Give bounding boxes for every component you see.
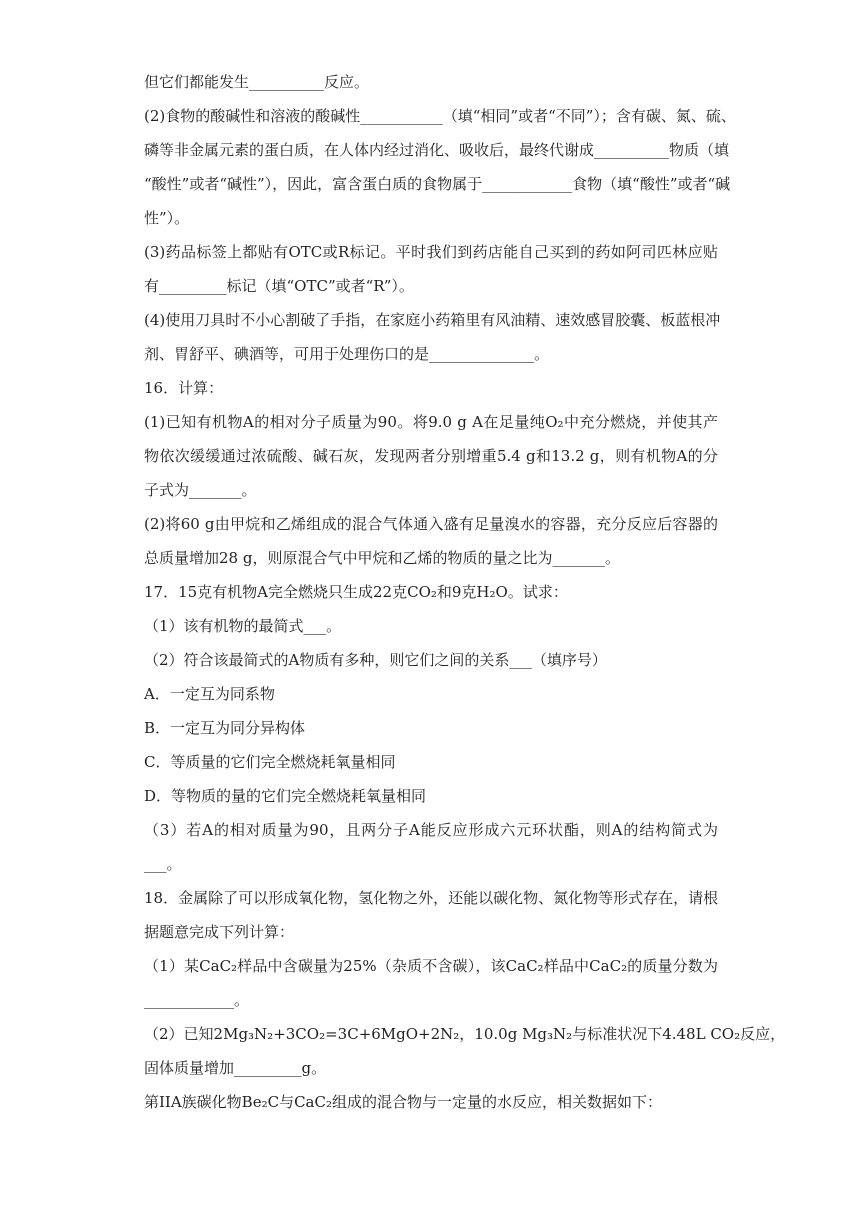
text-line: 有_________标记（填“OTC”或者“R”）。 [144, 277, 414, 295]
question-number: 16．计算： [144, 379, 224, 397]
text-line: 固体质量增加_________g。 [144, 1059, 327, 1077]
text-line: （2）符合该最简式的A物质有多种，则它们之间的关系___（填序号） [144, 651, 607, 669]
text-line: （2）已知2Mg₃N₂+3CO₂=3C+6MgO+2N₂，10.0g Mg₃N₂与标准状况下4.48L CO₂反应， [144, 1025, 786, 1043]
text-line: 磷等非金属元素的蛋白质，在人体内经过消化、吸收后，最终代谢成__________物质（填 [144, 141, 730, 159]
text-line: 剂、胃舒平、碘酒等，可用于处理伤口的是______________。 [144, 345, 550, 363]
text-line: “酸性”或者“碱性”），因此，富含蛋白质的食物属于____________食物（填“酸性”或者“碱 [144, 175, 731, 193]
text-line: （1）某CaC₂样品中含碳量为25%（杂质不含碳），该CaC₂样品中CaC₂的质量分数为 [144, 957, 718, 975]
text-line: 性”）。 [144, 209, 190, 227]
option-b: B．一定互为同分异构体 [144, 719, 306, 737]
text-line: 据题意完成下列计算： [144, 923, 295, 941]
text-line: 物依次缓缓通过浓硫酸、碱石灰，发现两者分别增重5.4 g和13.2 g，则有机物A的分 [144, 447, 718, 465]
option-c: C．等质量的它们完全燃烧耗氧量相同 [144, 753, 396, 771]
question-number: 17．15克有机物A完全燃烧只生成22克CO₂和9克H₂O。试求： [144, 583, 568, 601]
text-line: 总质量增加28 g，则原混合气中甲烷和乙烯的物质的量之比为_______。 [144, 549, 620, 567]
text-line: (4)使用刀具时不小心割破了手指，在家庭小药箱里有风油精、速效感冒胶囊、板蓝根冲 [144, 311, 721, 329]
question-number: 18．金属除了可以形成氧化物，氢化物之外，还能以碳化物、氮化物等形式存在，请根 [144, 889, 719, 907]
text-line: ___。 [144, 855, 182, 873]
text-line: （3）若A的相对质量为90，且两分子A能反应形成六元环状酯，则A的结构简式为 [144, 821, 718, 839]
text-line: 第IIA族碳化物Be₂C与CaC₂组成的混合物与一定量的水反应，相关数据如下： [144, 1093, 662, 1111]
text-line: (2)将60 g由甲烷和乙烯组成的混合气体通入盛有足量溴水的容器，充分反应后容器的 [144, 515, 718, 533]
text-line: (2)食物的酸碱性和溶液的酸碱性___________（填“相同”或者“不同”）；含有碳、氮、硫、 [144, 107, 736, 125]
text-line: （1）该有机物的最简式___。 [144, 617, 342, 635]
text-line: (1)已知有机物A的相对分子质量为90。将9.0 g A在足量纯O₂中充分燃烧，并使其产 [144, 413, 718, 431]
text-line: (3)药品标签上都贴有OTC或R标记。平时我们到药店能自己买到的药如阿司匹林应贴 [144, 243, 718, 261]
text-line: 但它们都能发生__________反应。 [144, 73, 370, 91]
option-d: D．等物质的量的它们完全燃烧耗氧量相同 [144, 787, 427, 805]
text-line: 子式为_______。 [144, 481, 257, 499]
text-line: ____________。 [144, 991, 250, 1009]
option-a: A．一定互为同系物 [144, 685, 275, 703]
